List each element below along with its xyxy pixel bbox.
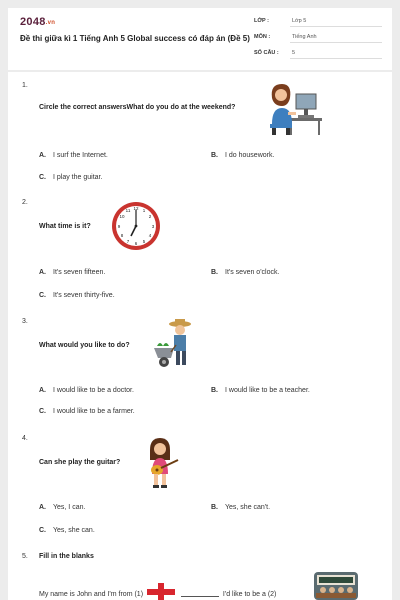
classroom-photo	[314, 572, 358, 600]
sentence-part-before: My name is John and I'm from (1)	[39, 591, 144, 598]
wall-clock-illustration	[110, 200, 162, 252]
question-5-text: Fill in the blanks	[39, 553, 94, 560]
meta-subject-key: MÔN :	[254, 34, 271, 40]
option-letter: B.	[211, 269, 218, 276]
option-letter: B.	[211, 387, 218, 394]
question-sheet	[8, 72, 392, 600]
question-1-option-a[interactable]	[39, 152, 108, 159]
question-2-option-b[interactable]	[211, 269, 279, 276]
option-text: I surf the Internet.	[53, 152, 108, 159]
option-letter: A.	[39, 152, 46, 159]
question-4-text: Can she play the guitar?	[39, 459, 121, 466]
question-1-text: Circle the correct answersWhat do you do at the weekend?	[39, 104, 236, 111]
option-letter: C.	[39, 292, 46, 299]
question-3-number: 3.	[22, 318, 28, 325]
site-logo[interactable]	[20, 16, 55, 28]
option-letter: A.	[39, 387, 46, 394]
question-1-number: 1.	[22, 82, 28, 89]
option-letter: A.	[39, 269, 46, 276]
question-4-number: 4.	[22, 435, 28, 442]
svg-text:5: 5	[142, 239, 146, 244]
option-text: It's seven o'clock.	[225, 269, 280, 276]
question-2-option-c[interactable]	[39, 292, 115, 299]
option-letter: A.	[39, 504, 46, 511]
svg-text:7: 7	[126, 239, 130, 244]
question-2-option-a[interactable]	[39, 269, 105, 276]
option-text: Yes, she can't.	[225, 504, 271, 511]
meta-class-key: LỚP :	[254, 18, 269, 24]
option-text: Yes, I can.	[53, 504, 86, 511]
option-letter: C.	[39, 408, 46, 415]
option-text: It's seven fifteen.	[53, 269, 106, 276]
question-4-option-a[interactable]	[39, 504, 85, 511]
girl-guitar-illustration	[142, 438, 182, 490]
option-text: I would like to be a farmer.	[53, 408, 135, 415]
svg-text:12: 12	[133, 206, 139, 211]
england-flag-icon	[147, 583, 175, 600]
exam-header	[8, 8, 392, 70]
question-1-option-c[interactable]	[39, 174, 102, 181]
svg-text:9: 9	[117, 224, 121, 229]
svg-text:8: 8	[120, 233, 124, 238]
question-1-option-b[interactable]	[211, 152, 274, 159]
question-4-option-c[interactable]	[39, 527, 95, 534]
question-3-text: What would you like to do?	[39, 342, 130, 349]
meta-class-value: Lớp 5	[292, 18, 307, 24]
option-letter: B.	[211, 152, 218, 159]
option-letter: B.	[211, 504, 218, 511]
svg-text:6: 6	[134, 241, 138, 246]
sentence-part-after: I'd like to be a (2)	[222, 591, 277, 598]
option-letter: C.	[39, 527, 46, 534]
option-text: Yes, she can.	[53, 527, 95, 534]
svg-text:4: 4	[148, 233, 152, 238]
option-text: I would like to be a doctor.	[53, 387, 134, 394]
option-text: I would like to be a teacher.	[225, 387, 310, 394]
svg-text:2: 2	[148, 214, 152, 219]
question-2-number: 2.	[22, 199, 28, 206]
option-text: It's seven thirty-five.	[53, 292, 115, 299]
svg-text:11: 11	[125, 208, 131, 213]
answer-blank-1[interactable]	[181, 596, 219, 597]
option-text: I do housework.	[225, 152, 275, 159]
divider	[290, 26, 382, 27]
svg-text:3: 3	[151, 224, 155, 229]
option-text: I play the guitar.	[53, 174, 103, 181]
question-3-option-a[interactable]	[39, 387, 134, 394]
svg-text:10: 10	[119, 214, 125, 219]
svg-text:1: 1	[142, 208, 146, 213]
meta-subject-value: Tiếng Anh	[292, 34, 317, 40]
woman-at-computer-illustration	[266, 80, 324, 136]
question-3-option-b[interactable]	[211, 387, 310, 394]
meta-count-key: SỐ CÂU :	[254, 50, 279, 56]
question-3-option-c[interactable]	[39, 408, 135, 415]
divider	[290, 58, 382, 59]
divider	[290, 42, 382, 43]
question-5-number: 5.	[22, 553, 28, 560]
meta-count-value: 5	[292, 50, 296, 56]
exam-title: Đề thi giữa kì 1 Tiếng Anh 5 Global success có đáp án (Đề 5)	[20, 34, 250, 43]
option-letter: C.	[39, 174, 46, 181]
question-4-option-b[interactable]	[211, 504, 270, 511]
farmer-wheelbarrow-illustration	[152, 318, 194, 370]
logo-main: 2048	[20, 16, 46, 28]
logo-suffix: .vn	[45, 20, 56, 26]
question-5-sentence	[39, 583, 276, 600]
question-2-text: What time is it?	[39, 223, 91, 230]
